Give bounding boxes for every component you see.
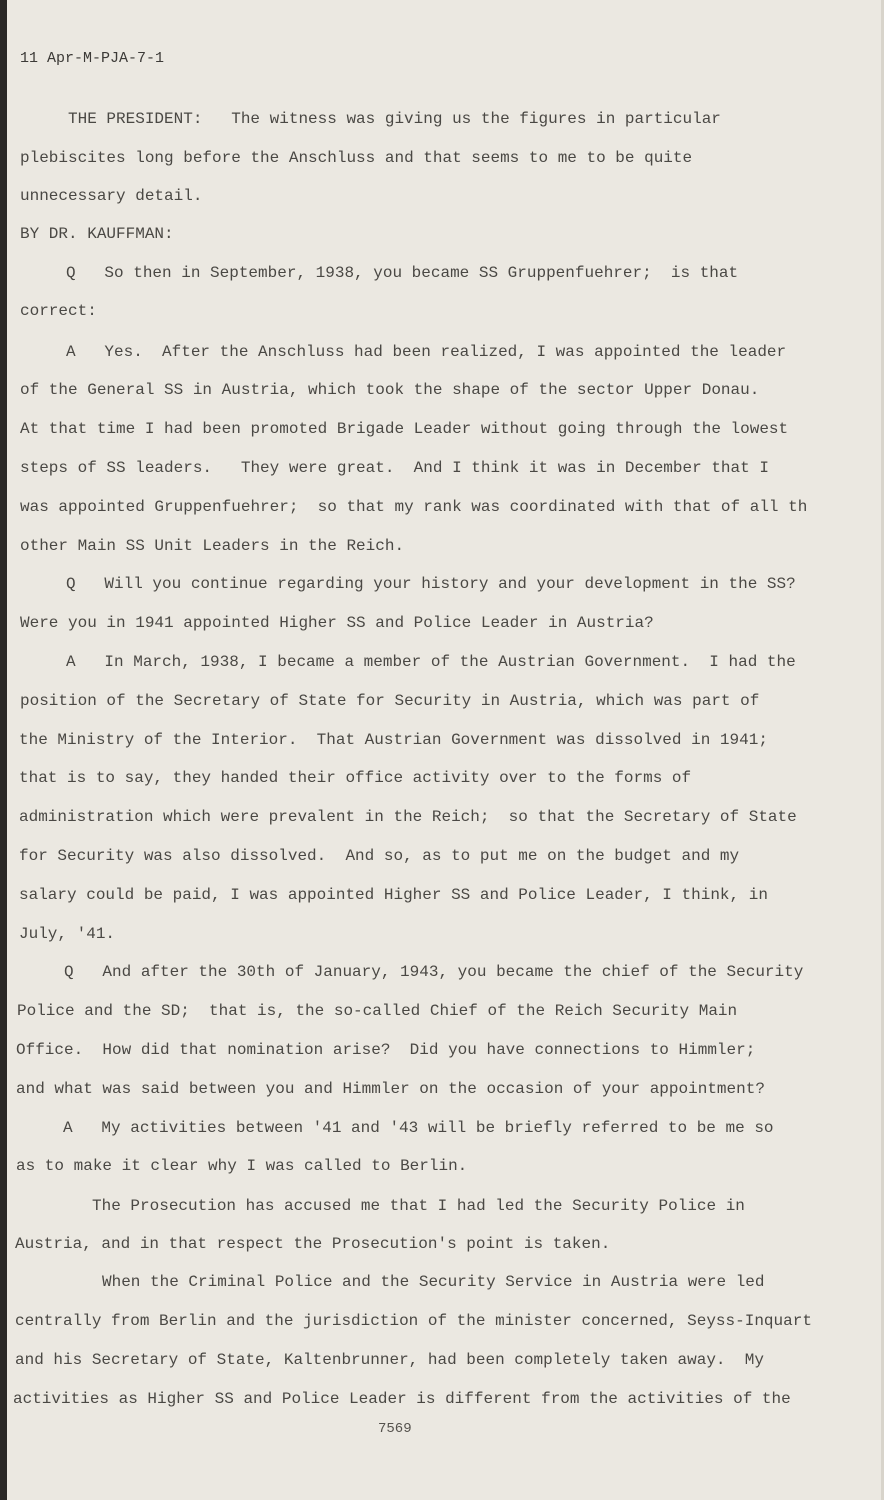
text-line: salary could be paid, I was appointed Higher SS and Police Leader, I think, in bbox=[19, 886, 768, 904]
document-reference: 11 Apr-M-PJA-7-1 bbox=[20, 50, 165, 67]
text-line: the Ministry of the Interior. That Austrian Government was dissolved in 1941; bbox=[19, 731, 768, 749]
text-line: Q And after the 30th of January, 1943, you became the chief of the Security bbox=[64, 963, 804, 981]
text-line: plebiscites long before the Anschluss and that seems to me to be quite bbox=[20, 149, 693, 167]
text-line: Q So then in September, 1938, you became SS Gruppenfuehrer; is that bbox=[66, 264, 739, 282]
text-line: At that time I had been promoted Brigade Leader without going through the lowest bbox=[20, 420, 789, 438]
text-line: other Main SS Unit Leaders in the Reich. bbox=[20, 537, 405, 555]
text-line: and what was said between you and Himmler on the occasion of your appointment? bbox=[16, 1080, 765, 1098]
text-line: Office. How did that nomination arise? Did you have connections to Himmler; bbox=[16, 1041, 756, 1059]
text-line: Q Will you continue regarding your history and your development in the SS? bbox=[66, 575, 796, 593]
text-line: was appointed Gruppenfuehrer; so that my rank was coordinated with that of all th bbox=[20, 498, 808, 516]
text-line: and his Secretary of State, Kaltenbrunner, had been completely taken away. My bbox=[15, 1351, 764, 1369]
text-line: position of the Secretary of State for Security in Austria, which was part of bbox=[20, 692, 760, 710]
text-line: A Yes. After the Anschluss had been realized, I was appointed the leader bbox=[66, 343, 787, 361]
text-line: of the General SS in Austria, which took the shape of the sector Upper Donau. bbox=[20, 381, 760, 399]
text-line: unnecessary detail. bbox=[20, 187, 203, 205]
text-line: administration which were prevalent in the Reich; so that the Secretary of State bbox=[19, 808, 797, 826]
text-line: centrally from Berlin and the jurisdiction of the minister concerned, Seyss-Inquart bbox=[15, 1312, 812, 1330]
text-line: The Prosecution has accused me that I had led the Security Police in bbox=[92, 1197, 745, 1215]
page-number: 7569 bbox=[378, 1421, 412, 1437]
text-line: that is to say, they handed their office activity over to the forms of bbox=[19, 769, 692, 787]
text-line: activities as Higher SS and Police Leader is different from the activities of the bbox=[13, 1390, 791, 1408]
text-line: steps of SS leaders. They were great. And I think it was in December that I bbox=[20, 459, 769, 477]
text-line: for Security was also dissolved. And so, as to put me on the budget and my bbox=[19, 847, 740, 865]
text-line: Police and the SD; that is, the so-called Chief of the Reich Security Main bbox=[17, 1002, 738, 1020]
text-line: A My activities between '41 and '43 will be briefly referred to be me so bbox=[63, 1119, 774, 1137]
text-line: correct: bbox=[20, 302, 97, 320]
text-line: Were you in 1941 appointed Higher SS and Police Leader in Austria? bbox=[20, 614, 654, 632]
text-line: THE PRESIDENT: The witness was giving us the figures in particular bbox=[68, 110, 721, 128]
speaker-heading: BY DR. KAUFFMAN: bbox=[20, 225, 174, 243]
text-line: When the Criminal Police and the Security Service in Austria were led bbox=[102, 1273, 765, 1291]
text-line: Austria, and in that respect the Prosecution's point is taken. bbox=[15, 1235, 611, 1253]
text-line: A In March, 1938, I became a member of the Austrian Government. I had the bbox=[66, 653, 796, 671]
text-line: as to make it clear why I was called to Berlin. bbox=[16, 1157, 468, 1175]
text-line: July, '41. bbox=[19, 925, 116, 943]
scan-border bbox=[0, 0, 7, 1500]
